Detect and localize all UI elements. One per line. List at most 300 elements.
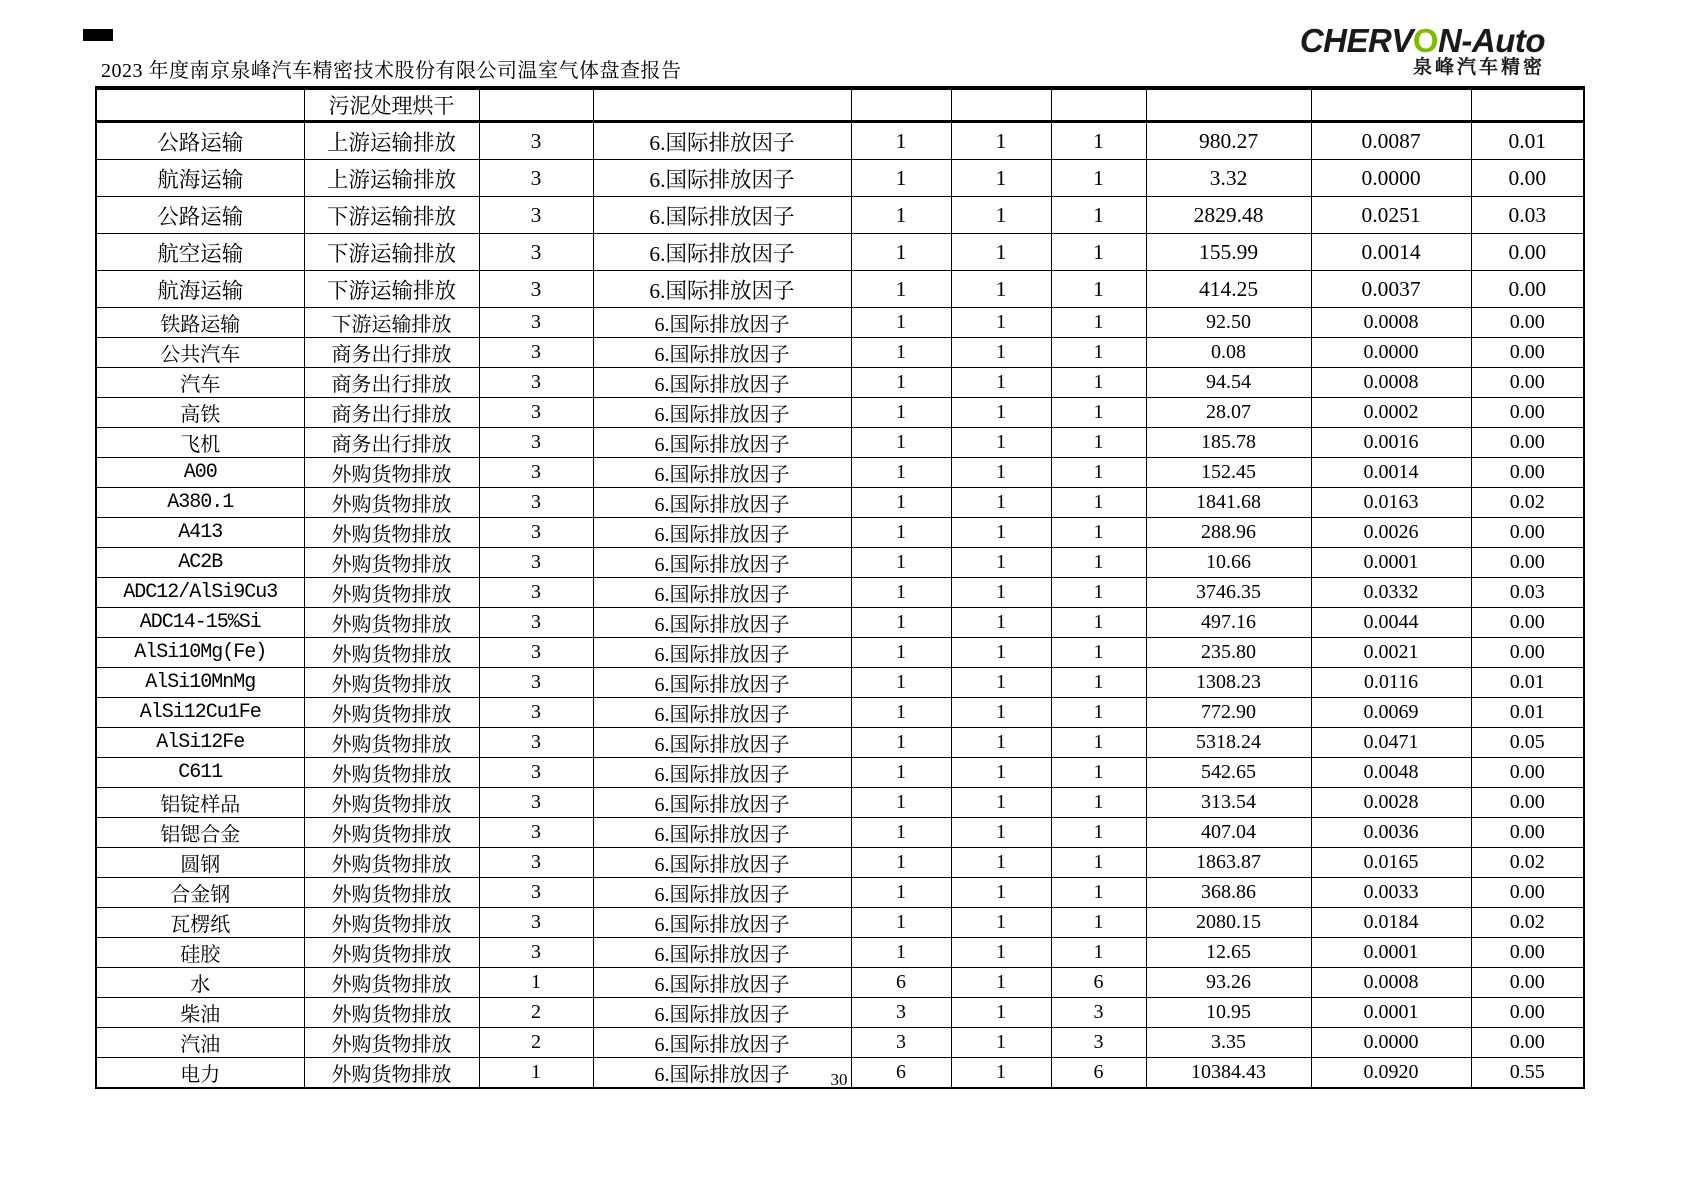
- table-cell: 1: [851, 548, 951, 578]
- table-cell: 1: [1051, 308, 1146, 338]
- table-cell: 0.0165: [1311, 848, 1471, 878]
- table-cell: 3: [479, 698, 593, 728]
- table-cell: 0.0008: [1311, 968, 1471, 998]
- table-cell: 0.0471: [1311, 728, 1471, 758]
- table-cell: 12.65: [1146, 938, 1311, 968]
- table-cell: 6.国际排放因子: [593, 308, 851, 338]
- table-cell: 3: [479, 728, 593, 758]
- table-cell: 1: [1051, 728, 1146, 758]
- table-cell: 铝锶合金: [96, 818, 304, 848]
- table-cell: 3: [479, 197, 593, 234]
- table-row: [96, 578, 1584, 608]
- table-cell: [593, 88, 851, 122]
- table-cell: 28.07: [1146, 398, 1311, 428]
- table-cell: 1: [1051, 398, 1146, 428]
- table-cell: 外购货物排放: [304, 548, 479, 578]
- table-cell: 高铁: [96, 398, 304, 428]
- table-cell: 1: [851, 308, 951, 338]
- logo-subtitle: 泉峰汽车精密: [1412, 57, 1545, 78]
- table-cell: 0.0016: [1311, 428, 1471, 458]
- table-cell: 0.00: [1471, 608, 1584, 638]
- table-cell: 92.50: [1146, 308, 1311, 338]
- table-cell: 1: [851, 518, 951, 548]
- table-cell: 1: [951, 1028, 1051, 1058]
- table-row: [96, 271, 1584, 308]
- table-cell: 外购货物排放: [304, 638, 479, 668]
- table-row: [96, 308, 1584, 338]
- chervon-logo: [1300, 24, 1545, 77]
- table-cell: 1: [951, 998, 1051, 1028]
- table-cell: 152.45: [1146, 458, 1311, 488]
- table-cell: 3: [479, 428, 593, 458]
- table-cell: 3: [479, 122, 593, 160]
- table-cell: [1471, 88, 1584, 122]
- table-cell: 0.01: [1471, 122, 1584, 160]
- table-cell: 0.00: [1471, 1028, 1584, 1058]
- table-cell: 瓦楞纸: [96, 908, 304, 938]
- table-cell: 1: [1051, 548, 1146, 578]
- table-cell: 0.0033: [1311, 878, 1471, 908]
- table-cell: 0.0028: [1311, 788, 1471, 818]
- table-cell: 1: [951, 458, 1051, 488]
- table-cell: 圆钢: [96, 848, 304, 878]
- table-cell: 3: [479, 878, 593, 908]
- table-cell: 1: [1051, 938, 1146, 968]
- table-cell: 上游运输排放: [304, 160, 479, 197]
- table-cell: 0.02: [1471, 488, 1584, 518]
- table-cell: 6.国际排放因子: [593, 818, 851, 848]
- table-cell: 414.25: [1146, 271, 1311, 308]
- table-cell: 0.0026: [1311, 518, 1471, 548]
- table-cell: 0.00: [1471, 458, 1584, 488]
- table-cell: 外购货物排放: [304, 488, 479, 518]
- table-row: [96, 428, 1584, 458]
- table-cell: 1: [951, 518, 1051, 548]
- table-cell: 6.国际排放因子: [593, 578, 851, 608]
- table-cell: 1: [851, 458, 951, 488]
- table-row: [96, 938, 1584, 968]
- table-cell: 0.0251: [1311, 197, 1471, 234]
- table-cell: 0.00: [1471, 428, 1584, 458]
- table-cell: 1: [1051, 608, 1146, 638]
- table-cell: 柴油: [96, 998, 304, 1028]
- table-cell: 1: [851, 908, 951, 938]
- table-cell: 1: [851, 668, 951, 698]
- table-cell: 0.0001: [1311, 938, 1471, 968]
- table-cell: 0.0920: [1311, 1058, 1471, 1089]
- table-cell: 3746.35: [1146, 578, 1311, 608]
- table-cell: 外购货物排放: [304, 608, 479, 638]
- table-cell: 3: [851, 1028, 951, 1058]
- table-cell: 铝锭样品: [96, 788, 304, 818]
- table-cell: 1: [1051, 197, 1146, 234]
- table-cell: 0.03: [1471, 578, 1584, 608]
- table-cell: 1: [851, 398, 951, 428]
- table-cell: 1: [1051, 818, 1146, 848]
- table-cell: 6.国际排放因子: [593, 160, 851, 197]
- table-cell: 0.0184: [1311, 908, 1471, 938]
- table-cell: 商务出行排放: [304, 398, 479, 428]
- table-cell: 0.0332: [1311, 578, 1471, 608]
- table-cell: 0.00: [1471, 968, 1584, 998]
- table-cell: 1: [951, 608, 1051, 638]
- table-cell: 下游运输排放: [304, 271, 479, 308]
- table-cell: 2080.15: [1146, 908, 1311, 938]
- table-cell: 6: [851, 1058, 951, 1089]
- table-cell: 下游运输排放: [304, 197, 479, 234]
- table-cell: 0.00: [1471, 518, 1584, 548]
- table-cell: 外购货物排放: [304, 968, 479, 998]
- table-cell: 6.国际排放因子: [593, 234, 851, 271]
- table-cell: 1: [1051, 668, 1146, 698]
- report-title: 2023 年度南京泉峰汽车精密技术股份有限公司温室气体盘查报告: [101, 60, 682, 82]
- table-row: [96, 548, 1584, 578]
- table-cell: 5318.24: [1146, 728, 1311, 758]
- table-cell: 1: [951, 668, 1051, 698]
- table-cell: 6: [1051, 1058, 1146, 1089]
- table-cell: 0.0000: [1311, 160, 1471, 197]
- table-cell: 980.27: [1146, 122, 1311, 160]
- table-cell: 6.国际排放因子: [593, 638, 851, 668]
- table-cell: 1: [951, 428, 1051, 458]
- table-cell: 0.0036: [1311, 818, 1471, 848]
- table-cell: 0.00: [1471, 234, 1584, 271]
- table-cell: 外购货物排放: [304, 908, 479, 938]
- table-cell: 1: [1051, 368, 1146, 398]
- logo-wordmark-post: N-Auto: [1438, 22, 1545, 59]
- table-cell: 772.90: [1146, 698, 1311, 728]
- table-row: [96, 698, 1584, 728]
- table-cell: 1: [851, 122, 951, 160]
- table-cell: 0.0014: [1311, 458, 1471, 488]
- table-cell: 1: [1051, 788, 1146, 818]
- table-cell: 商务出行排放: [304, 338, 479, 368]
- table-cell: 6.国际排放因子: [593, 518, 851, 548]
- table-cell: 6.国际排放因子: [593, 1058, 851, 1089]
- table-cell: 1: [851, 234, 951, 271]
- table-cell: 0.00: [1471, 160, 1584, 197]
- table-cell: 6.国际排放因子: [593, 758, 851, 788]
- table-cell: 1841.68: [1146, 488, 1311, 518]
- table-cell: 1: [951, 758, 1051, 788]
- table-cell: 0.0002: [1311, 398, 1471, 428]
- table-cell: 3: [479, 758, 593, 788]
- table-cell: 6.国际排放因子: [593, 488, 851, 518]
- table-cell: 3: [851, 998, 951, 1028]
- table-cell: A380.1: [96, 488, 304, 518]
- table-cell: 6.国际排放因子: [593, 197, 851, 234]
- table-cell: AlSi12Fe: [96, 728, 304, 758]
- table-cell: 硅胶: [96, 938, 304, 968]
- table-cell: 1: [851, 788, 951, 818]
- table-row: [96, 728, 1584, 758]
- table-cell: 0.00: [1471, 818, 1584, 848]
- table-cell: 0.03: [1471, 197, 1584, 234]
- table-cell: 407.04: [1146, 818, 1311, 848]
- table-cell: 1: [1051, 428, 1146, 458]
- table-cell: 0.0000: [1311, 338, 1471, 368]
- table-cell: 1: [951, 368, 1051, 398]
- table-cell: 商务出行排放: [304, 428, 479, 458]
- table-cell: 0.0037: [1311, 271, 1471, 308]
- table-cell: 3: [479, 160, 593, 197]
- table-cell: 0.0087: [1311, 122, 1471, 160]
- table-cell: 1: [1051, 234, 1146, 271]
- table-cell: 6.国际排放因子: [593, 548, 851, 578]
- table-cell: 6.国际排放因子: [593, 368, 851, 398]
- table-row: [96, 1028, 1584, 1058]
- table-cell: 0.0008: [1311, 368, 1471, 398]
- table-cell: 1: [851, 698, 951, 728]
- table-cell: 6.国际排放因子: [593, 728, 851, 758]
- table-cell: 1: [1051, 518, 1146, 548]
- table-cell: 1: [1051, 488, 1146, 518]
- table-cell: 下游运输排放: [304, 308, 479, 338]
- table-row: [96, 197, 1584, 234]
- table-cell: 公路运输: [96, 122, 304, 160]
- table-cell: 航空运输: [96, 234, 304, 271]
- table-cell: 1: [1051, 160, 1146, 197]
- table-cell: 铁路运输: [96, 308, 304, 338]
- table-cell: 0.0014: [1311, 234, 1471, 271]
- table-cell: 1: [951, 1058, 1051, 1089]
- logo-wordmark-pre: CHERV: [1299, 22, 1413, 59]
- table-cell: 10384.43: [1146, 1058, 1311, 1089]
- table-row: [96, 908, 1584, 938]
- table-cell: 外购货物排放: [304, 578, 479, 608]
- table-cell: 1: [951, 698, 1051, 728]
- logo-o-accent: O: [1412, 22, 1439, 59]
- table-row: [96, 968, 1584, 998]
- logo-wordmark: [1300, 24, 1545, 57]
- table-row: [96, 878, 1584, 908]
- table-cell: 0.00: [1471, 998, 1584, 1028]
- table-cell: 公共汽车: [96, 338, 304, 368]
- table-cell: 1: [1051, 638, 1146, 668]
- table-cell: 1: [1051, 698, 1146, 728]
- table-cell: 3: [479, 368, 593, 398]
- table-cell: 3: [479, 518, 593, 548]
- table-row: [96, 998, 1584, 1028]
- table-row: [96, 368, 1584, 398]
- table-cell: 1: [851, 878, 951, 908]
- table-cell: 3: [479, 608, 593, 638]
- table-cell: 3: [479, 848, 593, 878]
- table-row: [96, 818, 1584, 848]
- table-cell: 155.99: [1146, 234, 1311, 271]
- table-cell: 6.国际排放因子: [593, 878, 851, 908]
- table-cell: 3: [479, 271, 593, 308]
- table-cell: 0.0048: [1311, 758, 1471, 788]
- table-cell: 6.国际排放因子: [593, 338, 851, 368]
- table-cell: 0.08: [1146, 338, 1311, 368]
- table-cell: 185.78: [1146, 428, 1311, 458]
- table-cell: C611: [96, 758, 304, 788]
- table-cell: 1: [851, 578, 951, 608]
- table-cell: 1: [479, 968, 593, 998]
- table-cell: 1: [1051, 271, 1146, 308]
- table-cell: 1: [951, 968, 1051, 998]
- table-cell: 1: [851, 938, 951, 968]
- table-cell: 1: [1051, 908, 1146, 938]
- table-cell: 外购货物排放: [304, 788, 479, 818]
- table-cell: 1: [851, 271, 951, 308]
- table-cell: 94.54: [1146, 368, 1311, 398]
- table-row: [96, 398, 1584, 428]
- table-cell: 6.国际排放因子: [593, 458, 851, 488]
- table-cell: 3: [1051, 998, 1146, 1028]
- table-cell: 6.国际排放因子: [593, 848, 851, 878]
- table-cell: 0.0021: [1311, 638, 1471, 668]
- table-cell: 0.0044: [1311, 608, 1471, 638]
- table-cell: 6.国际排放因子: [593, 428, 851, 458]
- table-cell: [1146, 88, 1311, 122]
- table-cell: 1: [951, 548, 1051, 578]
- table-cell: 0.00: [1471, 758, 1584, 788]
- table-cell: 3: [479, 308, 593, 338]
- table-cell: 1: [951, 271, 1051, 308]
- table-row: [96, 122, 1584, 160]
- table-cell: 10.66: [1146, 548, 1311, 578]
- table-cell: 1: [851, 608, 951, 638]
- table-cell: 1: [951, 398, 1051, 428]
- table-cell: AC2B: [96, 548, 304, 578]
- table-row: [96, 338, 1584, 368]
- table-cell: 汽油: [96, 1028, 304, 1058]
- table-cell: [851, 88, 951, 122]
- table-cell: 商务出行排放: [304, 368, 479, 398]
- table-cell: 0.00: [1471, 308, 1584, 338]
- table-cell: 1: [851, 488, 951, 518]
- table-row: [96, 668, 1584, 698]
- table-cell: 外购货物排放: [304, 878, 479, 908]
- table-cell: 6: [1051, 968, 1146, 998]
- table-cell: 外购货物排放: [304, 848, 479, 878]
- table-cell: 外购货物排放: [304, 1058, 479, 1089]
- table-cell: A00: [96, 458, 304, 488]
- table-cell: 368.86: [1146, 878, 1311, 908]
- table-cell: 1: [951, 488, 1051, 518]
- table-cell: 飞机: [96, 428, 304, 458]
- table-cell: 0.05: [1471, 728, 1584, 758]
- table-cell: 外购货物排放: [304, 698, 479, 728]
- table-row: [96, 458, 1584, 488]
- table-cell: 6.国际排放因子: [593, 608, 851, 638]
- table-cell: 1: [1051, 122, 1146, 160]
- table-cell: 313.54: [1146, 788, 1311, 818]
- table-cell: 1: [951, 848, 1051, 878]
- table-cell: 3: [479, 578, 593, 608]
- table-cell: 上游运输排放: [304, 122, 479, 160]
- table-cell: 3: [479, 338, 593, 368]
- table-cell: 1: [951, 818, 1051, 848]
- table-row: [96, 88, 1584, 122]
- table-cell: 1: [1051, 458, 1146, 488]
- table-row: [96, 848, 1584, 878]
- table-cell: 1: [951, 908, 1051, 938]
- table-cell: 3: [479, 234, 593, 271]
- table-cell: 3: [479, 908, 593, 938]
- table-cell: 0.00: [1471, 878, 1584, 908]
- table-cell: 0.0001: [1311, 548, 1471, 578]
- table-cell: 0.01: [1471, 698, 1584, 728]
- table-cell: 1: [951, 938, 1051, 968]
- table-cell: 2: [479, 998, 593, 1028]
- table-cell: 497.16: [1146, 608, 1311, 638]
- table-cell: 1: [851, 197, 951, 234]
- table-cell: 93.26: [1146, 968, 1311, 998]
- table-row: [96, 758, 1584, 788]
- table-cell: 外购货物排放: [304, 458, 479, 488]
- table-cell: 1: [851, 848, 951, 878]
- table-cell: 3: [479, 548, 593, 578]
- table-cell: [1051, 88, 1146, 122]
- table-cell: 1: [851, 818, 951, 848]
- table-cell: 6.国际排放因子: [593, 122, 851, 160]
- table-cell: 6.国际排放因子: [593, 998, 851, 1028]
- table-cell: 1: [1051, 578, 1146, 608]
- table-cell: 1: [951, 197, 1051, 234]
- table-cell: 1: [1051, 878, 1146, 908]
- table-cell: 1: [1051, 338, 1146, 368]
- table-cell: 1308.23: [1146, 668, 1311, 698]
- table-cell: 6: [851, 968, 951, 998]
- table-cell: 外购货物排放: [304, 668, 479, 698]
- table-cell: 1: [1051, 758, 1146, 788]
- table-cell: [951, 88, 1051, 122]
- table-row: [96, 518, 1584, 548]
- table-cell: 0.00: [1471, 788, 1584, 818]
- table-cell: 外购货物排放: [304, 758, 479, 788]
- page-number: 30: [830, 1070, 848, 1089]
- table-cell: 3: [479, 788, 593, 818]
- table-cell: 1: [951, 728, 1051, 758]
- table-cell: 1: [851, 758, 951, 788]
- table-cell: [96, 88, 304, 122]
- table-cell: 外购货物排放: [304, 938, 479, 968]
- scan-artifact-mark: [83, 29, 113, 41]
- table-cell: 外购货物排放: [304, 728, 479, 758]
- table-cell: AlSi10Mg(Fe): [96, 638, 304, 668]
- emissions-table: [95, 86, 1585, 1089]
- table-cell: 1: [951, 638, 1051, 668]
- table-cell: 0.01: [1471, 668, 1584, 698]
- table-cell: 1: [951, 578, 1051, 608]
- table-cell: 外购货物排放: [304, 818, 479, 848]
- table-cell: 1: [851, 160, 951, 197]
- table-cell: 6.国际排放因子: [593, 668, 851, 698]
- table-row: [96, 488, 1584, 518]
- table-cell: 外购货物排放: [304, 1028, 479, 1058]
- table-cell: 0.02: [1471, 908, 1584, 938]
- table-cell: 1: [951, 234, 1051, 271]
- table-cell: 3: [479, 638, 593, 668]
- table-cell: 航海运输: [96, 160, 304, 197]
- table-cell: 10.95: [1146, 998, 1311, 1028]
- table-cell: 0.0116: [1311, 668, 1471, 698]
- table-row: [96, 638, 1584, 668]
- table-cell: 0.55: [1471, 1058, 1584, 1089]
- table-cell: 外购货物排放: [304, 998, 479, 1028]
- table-cell: 0.0163: [1311, 488, 1471, 518]
- table-cell: 0.00: [1471, 368, 1584, 398]
- table-cell: 0.00: [1471, 638, 1584, 668]
- table-cell: 0.02: [1471, 848, 1584, 878]
- table-cell: 3.32: [1146, 160, 1311, 197]
- emissions-table-body: [96, 88, 1584, 1088]
- table-cell: 外购货物排放: [304, 518, 479, 548]
- table-cell: 2: [479, 1028, 593, 1058]
